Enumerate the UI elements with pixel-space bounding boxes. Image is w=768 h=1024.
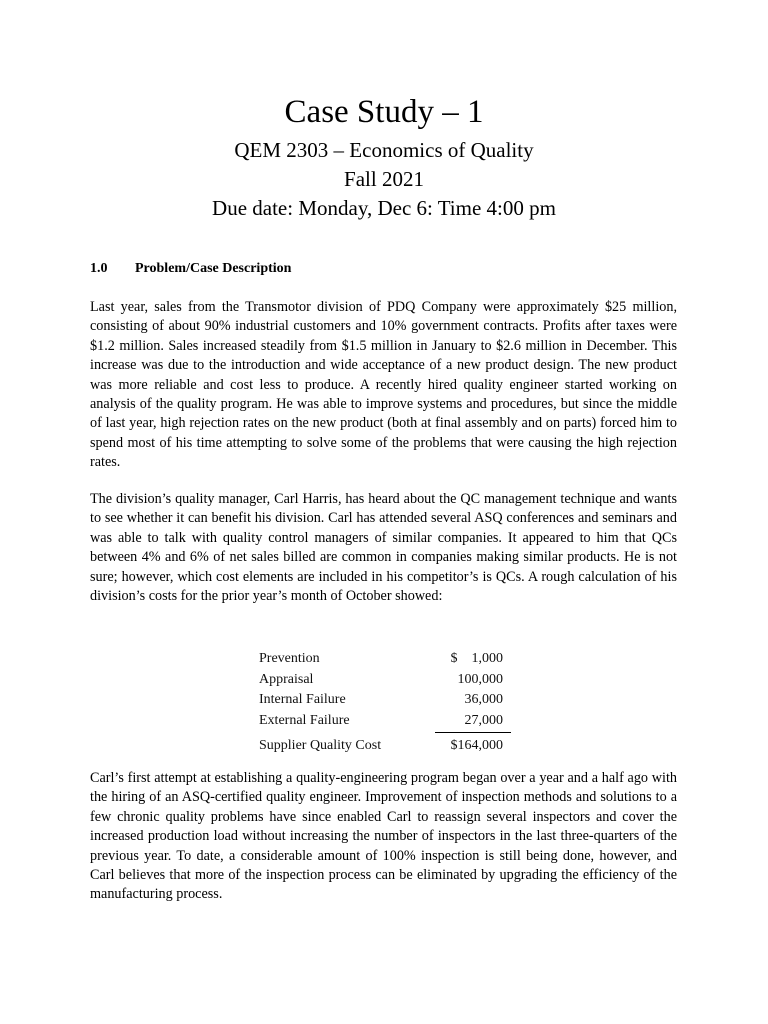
cost-value: 36,000: [464, 692, 503, 707]
cost-label: Internal Failure: [259, 692, 346, 707]
cost-label: External Failure: [259, 712, 350, 728]
cost-label: Prevention: [259, 651, 320, 666]
due-date: Due date: Monday, Dec 6: Time 4:00 pm: [212, 196, 556, 220]
course-name: QEM 2303 – Economics of Quality: [234, 138, 534, 162]
total-label: Supplier Quality Cost: [259, 738, 382, 753]
total-value: $164,000: [450, 738, 503, 753]
cost-row-external-failure: [259, 711, 511, 732]
document-title: Case Study – 1: [284, 94, 484, 130]
section-number: 1.0: [90, 261, 108, 276]
paragraph-1: Last year, sales from the Transmotor division of PDQ Company were approximately $25 million, consisting of about 90% industrial customers and 10% government contracts. Profits after taxes were $1.2 million. Sales increased steadily from $1.5 million in January to $2.6 million in December. This increase was due to the introduction and wide acceptance of a new product design. The new product was more reliable and cost less to produce. A recently hired quality engineer started working on analysis of the quality program. He was able to improve systems and procedures, but since the middle of last year, high rejection rates on the new product (both at final assembly and on parts) forced him to spend most of his time attempting to solve some of the problems that were causing the high rejection rates.: [90, 299, 677, 471]
cost-row-prevention: [259, 649, 511, 670]
cost-row-internal-failure: [259, 690, 511, 711]
cost-table: [259, 649, 511, 757]
cost-value: 100,000: [457, 671, 503, 687]
section-title: Problem/Case Description: [135, 261, 292, 276]
paragraph-3: Carl’s first attempt at establishing a quality-engineering program began over a year and a half ago with the hiring of an ASQ-certified quality engineer. Improvement of inspection methods and solutions to a few chronic quality problems have since enabled Carl to reassign several inspectors and cover the increased production load without increasing the number of inspectors in the last three-quarters of the previous year. To date, a considerable amount of 100% inspection is still being done, however, and Carl believes that more of the inspection process can be eliminated by upgrading the efficiency of the manufacturing process.: [90, 770, 677, 903]
cost-row-appraisal: [259, 670, 511, 691]
sum-rule: [435, 732, 511, 733]
term: Fall 2021: [344, 167, 424, 191]
cost-value: 27,000: [464, 712, 503, 728]
cost-value: $ 1,000: [450, 651, 503, 666]
cost-label: Appraisal: [259, 671, 314, 687]
section-heading: [90, 260, 291, 278]
cost-row-total: [259, 735, 511, 757]
paragraph-2: The division’s quality manager, Carl Harris, has heard about the QC management technique and wants to see whether it can benefit his division. Carl has attended several ASQ conferences and seminars and was able to talk with quality control managers of similar companies. It appeared to him that QCs between 4% and 6% of net sales billed are common in companies making similar products. He is not sure; however, which cost elements are included in his competitor’s is QCs. A rough calculation of his division’s costs for the prior year’s month of October showed:: [90, 491, 677, 605]
